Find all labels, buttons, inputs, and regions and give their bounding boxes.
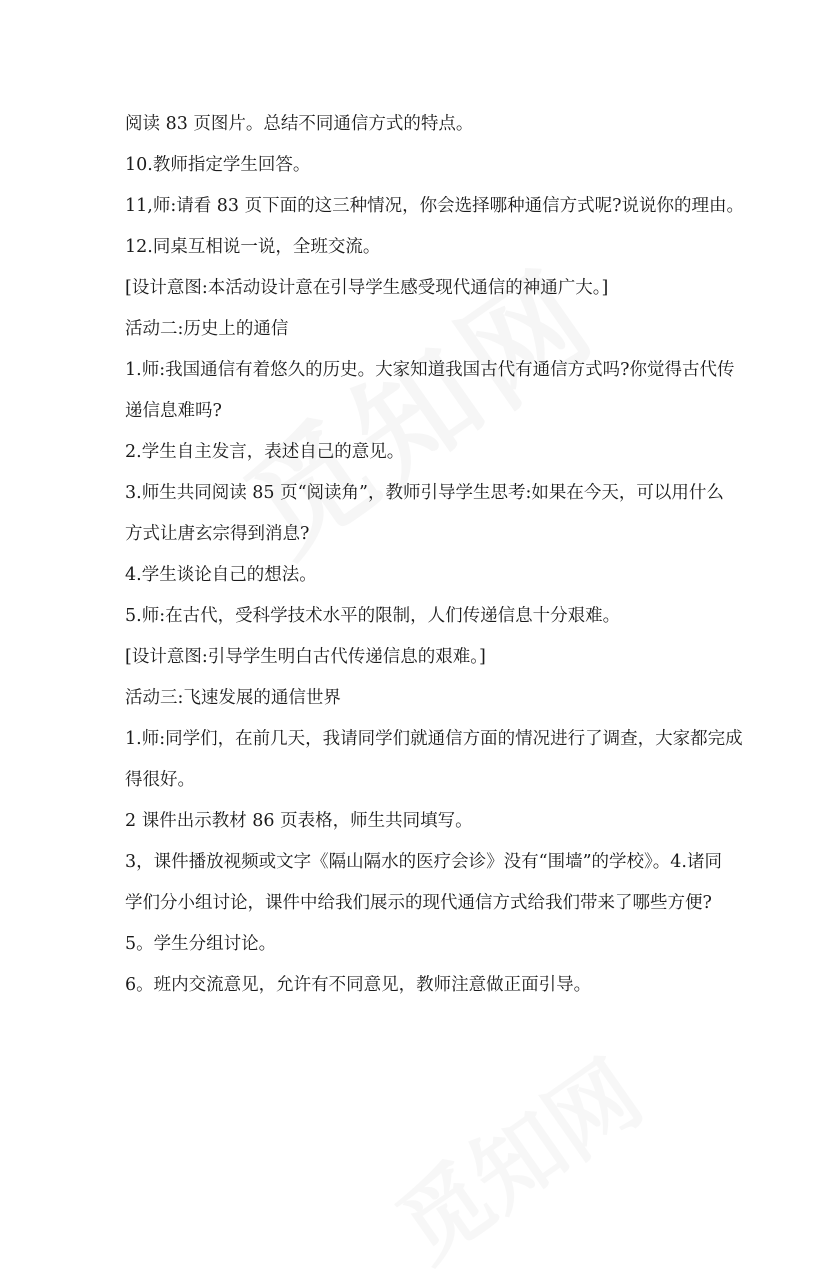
text-line: [设计意图:引导学生明白古代传递信息的艰难。] [125, 647, 486, 667]
text-line: 2.学生自主发言，表述自己的意见。 [125, 442, 405, 462]
text-line: 5。学生分组讨论。 [125, 934, 277, 954]
text-line: 阅读 83 页图片。总结不同通信方式的特点。 [125, 114, 474, 134]
section-heading: 活动三:飞速发展的通信世界 [125, 688, 341, 708]
document-body [125, 104, 745, 1006]
text-line: 3.师生共同阅读 85 页“阅读角”，教师引导学生思考:如果在今天，可以用什么 [125, 483, 724, 503]
text-line: 10.教师指定学生回答。 [125, 155, 311, 175]
text-line: 6。班内交流意见，允许有不同意见，教师注意做正面引导。 [125, 975, 592, 995]
text-line: 11,师:请看 83 页下面的这三种情况，你会选择哪种通信方式呢?说说你的理由。 [125, 196, 745, 216]
text-line: 4.学生谈论自己的想法。 [125, 565, 317, 585]
text-line: 5.师:在古代，受科学技术水平的限制，人们传递信息十分艰难。 [125, 606, 621, 626]
text-line: [设计意图:本活动设计意在引导学生感受现代通信的神通广大。] [125, 278, 609, 298]
text-line: 2 课件出示教材 86 页表格，师生共同填写。 [125, 811, 473, 831]
text-line: 12.同桌互相说一说，全班交流。 [125, 237, 381, 257]
text-line: 递信息难吗? [125, 401, 222, 421]
text-line: 3，课件播放视频或文字《隔山隔水的医疗会诊》没有“围墙”的学校》。4.诸同 [125, 852, 722, 872]
text-line: 1.师:同学们，在前几天，我请同学们就通信方面的情况进行了调查，大家都完成 [125, 729, 743, 749]
text-line: 方式让唐玄宗得到消息? [125, 524, 310, 544]
text-line: 学们分小组讨论，课件中给我们展示的现代通信方式给我们带来了哪些方便? [125, 893, 712, 913]
text-line: 得很好。 [125, 770, 195, 790]
watermark [367, 1024, 663, 1285]
text-line: 1.师:我国通信有着悠久的历史。大家知道我国古代有通信方式吗?你觉得古代传 [125, 360, 735, 380]
section-heading: 活动二:历史上的通信 [125, 319, 289, 339]
